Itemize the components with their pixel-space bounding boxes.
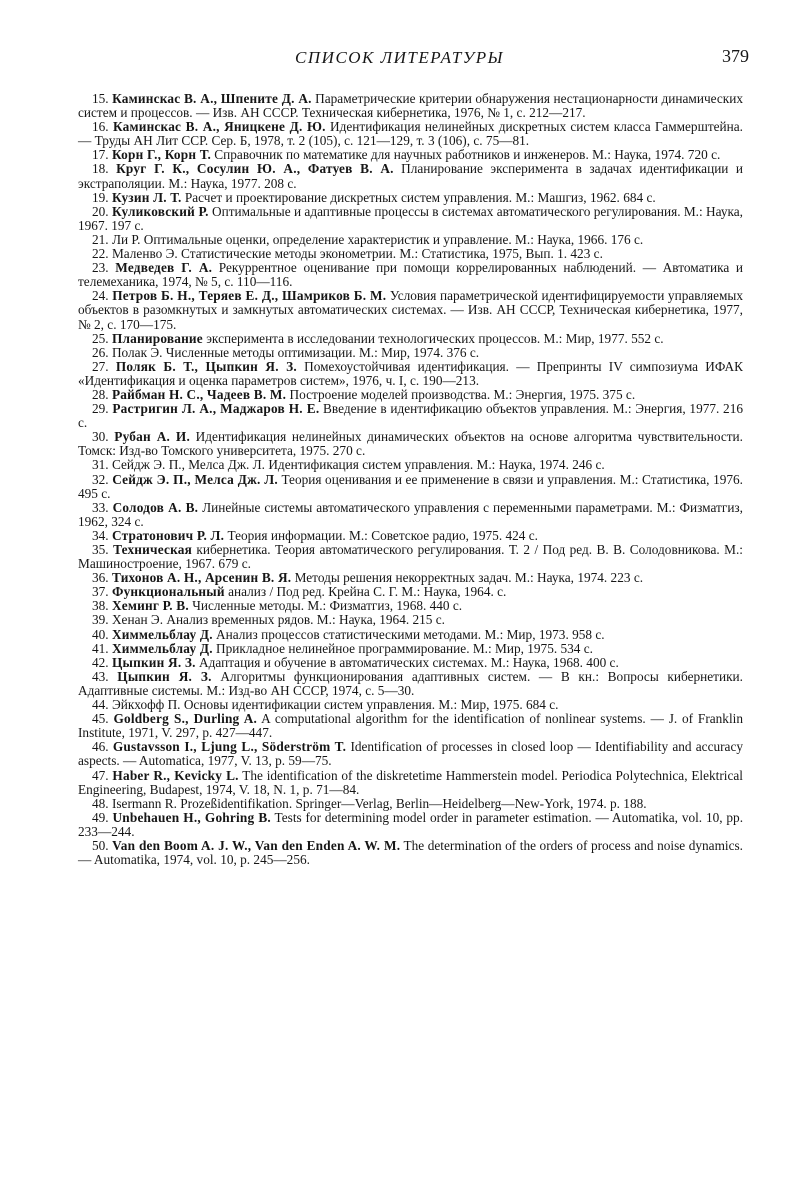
reference-number: 19. bbox=[92, 189, 109, 205]
reference-authors: Куликовский Р. bbox=[111, 203, 209, 219]
reference-authors: Unbehauen H., Gohring B. bbox=[112, 809, 271, 825]
reference-item bbox=[78, 613, 743, 627]
reference-item bbox=[78, 233, 743, 247]
reference-text: Идентификация нелинейных дискретных систем класса Гаммерштейна. — Труды АН Лит ССР. Сер. Б, 1978, т. 2 (105), с. 121—129, т. 3 (106), с. 75—81. bbox=[78, 119, 743, 149]
reference-item bbox=[78, 585, 743, 599]
reference-text: Параметрические критерии обнаружения нестационарности динамических систем и процессов. — Изв. АН СССР. Техническая кибернетика, 1976, № 1, с. 212—217. bbox=[78, 91, 743, 121]
reference-item bbox=[78, 529, 743, 543]
reference-item bbox=[78, 360, 743, 388]
reference-number: 47. bbox=[92, 767, 109, 783]
reference-number: 25. bbox=[92, 330, 109, 346]
reference-item bbox=[78, 191, 743, 205]
reference-text: Условия параметрической идентифицируемости управляемых объектов в разомкнутых и замкнутых автоматических системах. — Изв. АН СССР, Техническая кибернетика, 1977, № 2, с. 170—175. bbox=[78, 288, 743, 332]
reference-number: 43. bbox=[92, 668, 109, 684]
reference-text: Теория информации. М.: Советское радио, 1975. 424 с. bbox=[224, 527, 538, 543]
reference-item bbox=[78, 332, 743, 346]
reference-item bbox=[78, 797, 743, 811]
reference-number: 15. bbox=[92, 91, 109, 106]
reference-authors: Стратонович Р. Л. bbox=[111, 527, 225, 543]
reference-item bbox=[78, 642, 743, 656]
reference-authors: Круг Г. К., Сосулин Ю. А., Фатуев В. А. bbox=[116, 161, 394, 177]
reference-authors: Функциональный bbox=[111, 584, 225, 600]
reference-number: 27. bbox=[92, 358, 109, 374]
reference-item bbox=[78, 543, 743, 571]
reference-item bbox=[78, 698, 743, 712]
reference-list bbox=[78, 92, 743, 867]
reference-number: 24. bbox=[92, 288, 109, 304]
reference-text: Identification of processes in closed loop — Identifiability and accuracy aspects. — Automatica, 1977, V. 13, p. 59—75. bbox=[78, 739, 744, 769]
reference-item bbox=[78, 148, 743, 162]
reference-text: кибернетика. Теория автоматического регулирования. Т. 2 / Под ред. В. В. Солодовникова. М.: Машиностроение, 1967. 679 с. bbox=[78, 542, 743, 572]
reference-text: Планирование эксперимента в задачах идентификации и экстраполяции. М.: Наука, 1977. 208 с. bbox=[78, 161, 743, 191]
reference-item bbox=[78, 656, 743, 670]
reference-number: 28. bbox=[92, 386, 109, 402]
reference-authors: Растригин Л. А., Маджаров Н. Е. bbox=[112, 401, 320, 417]
reference-item bbox=[78, 628, 743, 642]
reference-authors: Тихонов А. Н., Арсенин В. Я. bbox=[111, 570, 292, 586]
reference-text: Прикладное нелинейное программирование. М.: Мир, 1975. 534 с. bbox=[212, 640, 593, 656]
reference-authors: Корн Г., Корн Т. bbox=[111, 147, 211, 163]
reference-text: Ли Р. Оптимальные оценки, определение характеристик и управление. М.: Наука, 1966. 176 с. bbox=[111, 231, 644, 247]
reference-text: Построение моделей производства. М.: Энергия, 1975. 375 с. bbox=[286, 386, 636, 402]
reference-item bbox=[78, 740, 743, 768]
reference-number: 45. bbox=[92, 711, 109, 727]
reference-number: 30. bbox=[92, 429, 109, 445]
reference-item bbox=[78, 571, 743, 585]
reference-item bbox=[78, 712, 743, 740]
reference-number: 23. bbox=[92, 260, 109, 276]
reference-authors: Солодов А. В. bbox=[112, 499, 199, 515]
reference-authors: Райбман Н. С., Чадеев В. М. bbox=[111, 386, 287, 402]
reference-item bbox=[78, 458, 743, 472]
reference-item bbox=[78, 402, 743, 430]
reference-number: 22. bbox=[92, 246, 109, 262]
reference-item bbox=[78, 247, 743, 261]
reference-number: 38. bbox=[92, 598, 109, 614]
reference-number: 17. bbox=[92, 147, 109, 163]
reference-text: Справочник по математике для научных работников и инженеров. М.: Наука, 1974. 720 с. bbox=[210, 147, 721, 163]
reference-item bbox=[78, 92, 743, 120]
reference-authors: Кузин Л. Т. bbox=[111, 189, 182, 205]
page-number: 379 bbox=[722, 46, 749, 66]
reference-authors: Цыпкин Я. З. bbox=[117, 668, 212, 684]
reference-text: Маленво Э. Статистические методы эконометрии. М.: Статистика, 1975, Вып. 1. 423 с. bbox=[111, 246, 603, 262]
reference-number: 39. bbox=[92, 612, 109, 628]
reference-item bbox=[78, 501, 743, 529]
reference-authors: Van den Boom A. J. W., Van den Enden A. W. M. bbox=[112, 837, 401, 853]
reference-item bbox=[78, 205, 743, 233]
reference-text: Анализ процессов статистическими методами. М.: Мир, 1973. 958 с. bbox=[212, 626, 605, 642]
reference-number: 34. bbox=[92, 527, 109, 543]
reference-text: Методы решения некорректных задач. М.: Наука, 1974. 223 с. bbox=[291, 570, 644, 586]
reference-number: 32. bbox=[92, 471, 109, 487]
reference-text: Линейные системы автоматического управления с переменными параметрами. М.: Физматгиз, 1962, 324 с. bbox=[78, 499, 744, 529]
reference-item bbox=[78, 473, 743, 501]
reference-text: Рекуррентное оценивание при помощи коррелированных наблюдений. — Автоматика и телемеханика, 1974, № 5, с. 110—116. bbox=[78, 260, 743, 290]
reference-authors: Химмельблау Д. bbox=[111, 626, 213, 642]
reference-authors: Gustavsson I., Ljung L., Söderström T. bbox=[112, 739, 347, 755]
reference-number: 37. bbox=[92, 584, 109, 600]
reference-number: 29. bbox=[92, 401, 109, 417]
reference-number: 44. bbox=[92, 697, 109, 713]
reference-text: Адаптация и обучение в автоматических системах. М.: Наука, 1968. 400 с. bbox=[195, 654, 619, 670]
reference-number: 40. bbox=[92, 626, 109, 642]
reference-text: Оптимальные и адаптивные процессы в системах автоматического регулирования. М.: Наука, 1967. 197 с. bbox=[78, 203, 743, 233]
reference-number: 42. bbox=[92, 654, 109, 670]
reference-item bbox=[78, 670, 743, 698]
reference-authors: Медведев Г. А. bbox=[115, 260, 213, 276]
reference-number: 21. bbox=[92, 231, 109, 247]
reference-authors: Планирование bbox=[111, 330, 203, 346]
reference-number: 33. bbox=[92, 499, 109, 515]
reference-text: Теория оценивания и ее применение в связи и управления. М.: Статистика, 1976. 495 с. bbox=[78, 471, 743, 501]
reference-number: 48. bbox=[92, 795, 109, 811]
reference-authors: Каминскас В. А., Шпените Д. А. bbox=[112, 91, 312, 106]
reference-number: 16. bbox=[92, 119, 109, 135]
reference-text: Полак Э. Численные методы оптимизации. М.: Мир, 1974. 376 с. bbox=[111, 344, 480, 360]
reference-item bbox=[78, 162, 743, 190]
reference-authors: Цыпкин Я. З. bbox=[111, 654, 196, 670]
reference-number: 41. bbox=[92, 640, 109, 656]
reference-item bbox=[78, 346, 743, 360]
reference-item bbox=[78, 599, 743, 613]
reference-text: Идентификация нелинейных динамических объектов на основе алгоритма чувствительности. Томск: Изд-во Томского университета, 1975. 270 с. bbox=[78, 429, 743, 459]
reference-number: 26. bbox=[92, 344, 109, 360]
reference-number: 49. bbox=[92, 809, 109, 825]
reference-item bbox=[78, 769, 743, 797]
reference-number: 31. bbox=[92, 457, 109, 473]
reference-item bbox=[78, 430, 743, 458]
reference-item bbox=[78, 120, 743, 148]
reference-number: 35. bbox=[92, 542, 109, 557]
reference-number: 20. bbox=[92, 203, 109, 219]
reference-text: анализ / Под ред. Крейна С. Г. М.: Наука, 1964. с. bbox=[224, 584, 507, 600]
reference-number: 18. bbox=[92, 161, 109, 177]
running-title: СПИСОК ЛИТЕРАТУРЫ bbox=[295, 48, 504, 67]
reference-text: Помехоустойчивая идентификация. — Препринты IV симпозиума ИФАК «Идентификация и оценка параметров систем», 1976, ч. I, с. 190—213. bbox=[78, 358, 743, 388]
reference-text: Расчет и проектирование дискретных систем управления. М.: Машгиз, 1962. 684 с. bbox=[181, 189, 656, 205]
reference-authors: Goldberg S., Durling A. bbox=[113, 711, 258, 727]
reference-authors: Химмельблау Д. bbox=[111, 640, 213, 656]
reference-item bbox=[78, 289, 743, 331]
reference-authors: Сейдж Э. П., Мелса Дж. Л. bbox=[112, 471, 278, 487]
reference-text: Сейдж Э. П., Мелса Дж. Л. Идентификация систем управления. М.: Наука, 1974. 246 с. bbox=[111, 457, 605, 473]
reference-authors: Хеминг Р. В. bbox=[111, 598, 189, 614]
reference-item bbox=[78, 839, 743, 867]
reference-text: эксперимента в исследовании технологических процессов. М.: Мир, 1977. 552 с. bbox=[202, 330, 664, 346]
reference-text: Алгоритмы функционирования адаптивных систем. — В кн.: Вопросы кибернетики. Адаптивные системы. М.: Изд-во АН СССР, 1974, с. 5—30. bbox=[78, 668, 743, 698]
reference-authors: Каминскас В. А., Яницкене Д. Ю. bbox=[112, 119, 326, 135]
reference-text: The identification of the diskretetime Hammerstein model. Periodica Polytechnica, Elektrical Engineering, Budapest, 1974, V. 18, N. 1, p. 71—84. bbox=[78, 767, 743, 797]
reference-authors: Техническая bbox=[113, 542, 192, 557]
reference-authors: Петров Б. Н., Теряев Е. Д., Шамриков Б. М. bbox=[112, 288, 387, 304]
reference-text: A computational algorithm for the identification of nonlinear systems. — J. of Franklin Institute, 1971, V. 297, p. 427—447. bbox=[78, 711, 743, 741]
reference-number: 36. bbox=[92, 570, 109, 586]
reference-text: Введение в идентификацию объектов управления. М.: Энергия, 1977. 216 с. bbox=[78, 401, 744, 431]
reference-authors: Рубан А. И. bbox=[114, 429, 190, 445]
reference-authors: Haber R., Kevicky L. bbox=[112, 767, 239, 783]
reference-text: Хенан Э. Анализ временных рядов. М.: Наука, 1964. 215 с. bbox=[111, 612, 445, 628]
reference-text: The determination of the orders of process and noise dynamics. — Automatika, 1974, vol. 10, p. 245—256. bbox=[78, 837, 744, 868]
reference-item bbox=[78, 261, 743, 289]
reference-text: Isermann R. Prozeßidentifikation. Springer—Verlag, Berlin—Heidelberg—New-York, 1974. p. 188. bbox=[111, 795, 647, 811]
reference-number: 50. bbox=[92, 837, 109, 853]
reference-text: Численные методы. М.: Физматгиз, 1968. 440 с. bbox=[188, 598, 463, 614]
reference-text: Tests for determining model order in parameter estimation. — Automatika, vol. 10, pp. 233—244. bbox=[78, 809, 744, 839]
reference-text: Эйкхофф П. Основы идентификации систем управления. М.: Мир, 1975. 684 с. bbox=[111, 697, 559, 713]
reference-authors: Поляк Б. Т., Цыпкин Я. З. bbox=[115, 358, 297, 374]
reference-item bbox=[78, 811, 743, 839]
reference-number: 46. bbox=[92, 739, 109, 755]
reference-item bbox=[78, 388, 743, 402]
